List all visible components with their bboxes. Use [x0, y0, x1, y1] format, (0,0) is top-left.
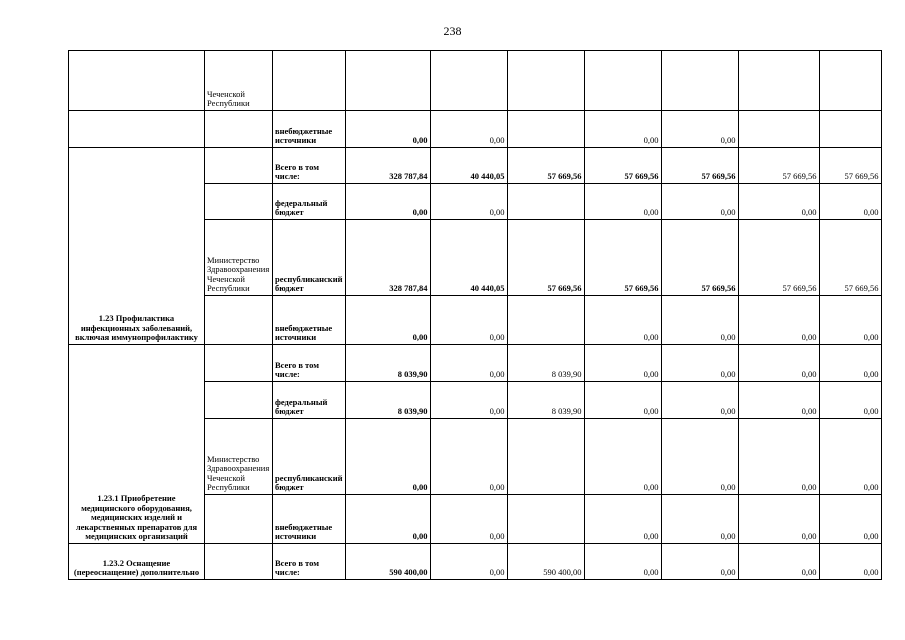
- value-cell: 0,00: [661, 419, 738, 495]
- budget-table: [68, 50, 882, 580]
- value-cell: 57 669,56: [738, 148, 819, 184]
- responsible-cell: Чеченской Республики: [205, 51, 273, 111]
- value-cell: 0,00: [584, 495, 661, 544]
- value-cell: 57 669,56: [584, 220, 661, 296]
- value-cell: [507, 184, 584, 220]
- source-cell: республиканский бюджет: [273, 419, 346, 495]
- responsible-cell: Министерство Здравоохранения Чеченской Республики: [205, 220, 273, 296]
- page-number: 238: [443, 24, 462, 38]
- value-cell: 0,00: [430, 111, 507, 148]
- value-cell: 0,00: [819, 345, 881, 382]
- table-row: [69, 544, 882, 580]
- source-cell: федеральный бюджет: [273, 382, 346, 419]
- value-cell: 328 787,84: [345, 148, 430, 184]
- value-cell: 0,00: [738, 495, 819, 544]
- source-cell: федеральный бюджет: [273, 184, 346, 220]
- value-cell: 0,00: [819, 495, 881, 544]
- table-row: [69, 345, 882, 382]
- source-cell: Всего в том числе:: [273, 148, 346, 184]
- program-title-1-23: 1.23 Профилактика инфекционных заболеваний, включая иммунопрофилактику: [69, 148, 205, 345]
- value-cell: 0,00: [738, 419, 819, 495]
- value-cell: 0,00: [819, 296, 881, 345]
- value-cell: 57 669,56: [819, 148, 881, 184]
- program-title-1-23-1: 1.23.1 Приобретение медицинского оборудования, медицинских изделий и лекарственных препаратов для медицинских организаций: [69, 345, 205, 544]
- value-cell: [507, 296, 584, 345]
- value-cell: 0,00: [819, 544, 881, 580]
- value-cell: 0,00: [819, 184, 881, 220]
- value-cell: 0,00: [661, 184, 738, 220]
- value-cell: 0,00: [345, 111, 430, 148]
- value-cell: 0,00: [584, 184, 661, 220]
- value-cell: 0,00: [430, 419, 507, 495]
- source-cell: внебюджетные источники: [273, 296, 346, 345]
- table-row: [69, 111, 882, 148]
- program-cell: [69, 111, 205, 148]
- value-cell: 0,00: [430, 184, 507, 220]
- value-cell: 8 039,90: [345, 345, 430, 382]
- value-cell: 0,00: [584, 544, 661, 580]
- value-cell: 57 669,56: [507, 148, 584, 184]
- source-cell: внебюджетные источники: [273, 111, 346, 148]
- program-cell: [69, 51, 205, 111]
- value-cell: 0,00: [584, 296, 661, 345]
- program-title-1-23-2: 1.23.2 Оснащение (переоснащение) дополнительно: [69, 544, 205, 580]
- value-cell: 0,00: [661, 345, 738, 382]
- value-cell: 0,00: [584, 111, 661, 148]
- value-cell: 57 669,56: [819, 220, 881, 296]
- value-cell: [507, 495, 584, 544]
- value-cell: 0,00: [345, 419, 430, 495]
- value-cell: [507, 111, 584, 148]
- value-cell: 57 669,56: [584, 148, 661, 184]
- value-cell: 0,00: [430, 495, 507, 544]
- value-cell: 590 400,00: [507, 544, 584, 580]
- responsible-cell: [205, 544, 273, 580]
- value-cell: 0,00: [430, 382, 507, 419]
- value-cell: 0,00: [738, 544, 819, 580]
- value-cell: 0,00: [661, 495, 738, 544]
- value-cell: 0,00: [430, 345, 507, 382]
- value-cell: [738, 111, 819, 148]
- responsible-cell: [205, 296, 273, 345]
- source-cell: республиканский бюджет: [273, 220, 346, 296]
- value-cell: 40 440,05: [430, 148, 507, 184]
- responsible-cell: [205, 184, 273, 220]
- responsible-cell: [205, 148, 273, 184]
- value-cell: 8 039,90: [507, 382, 584, 419]
- value-cell: 8 039,90: [507, 345, 584, 382]
- table-row: [69, 51, 882, 111]
- table-row: [69, 148, 882, 184]
- responsible-cell: [205, 345, 273, 382]
- value-cell: 0,00: [819, 419, 881, 495]
- value-cell: 57 669,56: [661, 148, 738, 184]
- value-cell: 0,00: [584, 345, 661, 382]
- source-cell: внебюджетные источники: [273, 495, 346, 544]
- value-cell: [507, 419, 584, 495]
- value-cell: 328 787,84: [345, 220, 430, 296]
- value-cell: 0,00: [430, 544, 507, 580]
- value-cell: 0,00: [430, 296, 507, 345]
- value-cell: 0,00: [345, 296, 430, 345]
- value-cell: [819, 111, 881, 148]
- source-cell: [273, 51, 346, 111]
- value-cell: 0,00: [584, 419, 661, 495]
- value-cell: 8 039,90: [345, 382, 430, 419]
- value-cell: 40 440,05: [430, 220, 507, 296]
- value-cell: 0,00: [584, 382, 661, 419]
- value-cell: 0,00: [345, 184, 430, 220]
- value-cell: 0,00: [661, 111, 738, 148]
- value-cell: 0,00: [661, 382, 738, 419]
- value-cell: 0,00: [738, 382, 819, 419]
- value-cell: 57 669,56: [661, 220, 738, 296]
- responsible-cell: [205, 495, 273, 544]
- value-cell: 590 400,00: [345, 544, 430, 580]
- source-cell: Всего в том числе:: [273, 544, 346, 580]
- value-cell: 0,00: [738, 296, 819, 345]
- source-cell: Всего в том числе:: [273, 345, 346, 382]
- responsible-cell: Министерство Здравоохранения Чеченской Республики: [205, 419, 273, 495]
- value-cell: 57 669,56: [738, 220, 819, 296]
- value-cell: 0,00: [661, 296, 738, 345]
- value-cell: 0,00: [661, 544, 738, 580]
- value-cell: 57 669,56: [507, 220, 584, 296]
- value-cell: 0,00: [738, 345, 819, 382]
- value-cell: 0,00: [819, 382, 881, 419]
- value-cell: 0,00: [345, 495, 430, 544]
- value-cell: 0,00: [738, 184, 819, 220]
- responsible-cell: [205, 382, 273, 419]
- responsible-cell: [205, 111, 273, 148]
